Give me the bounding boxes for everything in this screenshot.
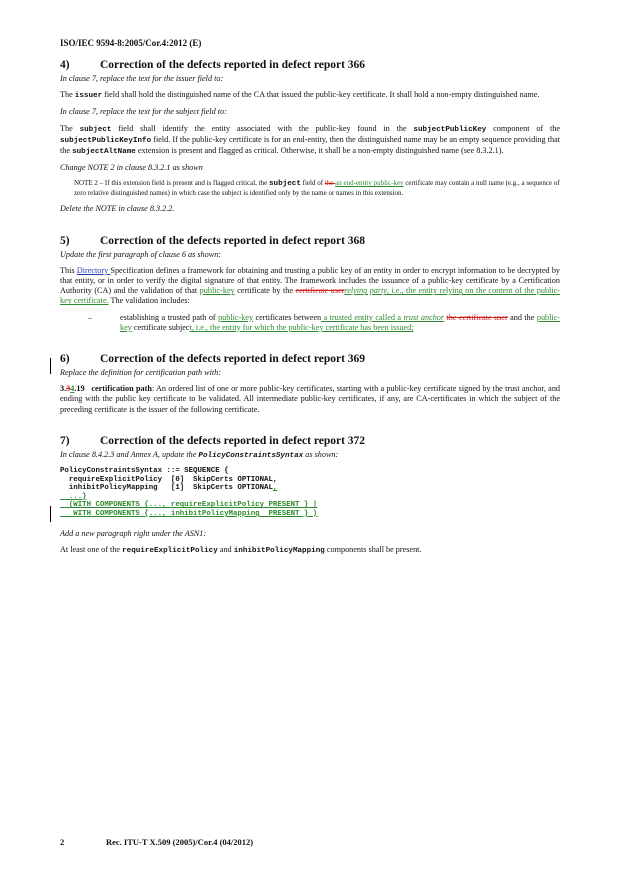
- note: NOTE 2 – If this extension field is present and is flagged critical, the subject field of the an end-entity public-key certificate may contain a null name (e.g., a sequence of zero relative distinguished names) in which case the subject is identified only by the name or names in this extension.: [74, 179, 560, 198]
- paragraph: This Directory Specification defines a framework for obtaining and trusting a public key of an entity in order to encrypt information to be decrypted by that entity, or in order to verify the digital signature of that entity. The framework includes the issuance of a public-key certificate by a Certification Authority (CA) and the validation of that public-key certificate by the certificate userrelying party, i.e., the entity relying on the content of the public-key certificate. The validation includes:: [60, 265, 561, 306]
- asn1-code-block: PolicyConstraintsSyntax ::= SEQUENCE { requireExplicitPolicy [0] SkipCerts OPTIONAL, inhibitPolicyMapping [1] SkipCerts OPTIONAL, ...} (WITH COMPONENTS {..., requireExplicitPolicy PRESENT } | WITH COMPONENTS {..., inhibitPolicyMapping PRESENT } ): [60, 467, 318, 519]
- instruction: Change NOTE 2 in clause 8.3.2.1 as shown: [60, 163, 203, 173]
- page: [60, 38, 560, 562]
- section-heading: 6) Correction of the defects reported in defect report 369: [60, 353, 366, 366]
- definition: 3.34.19 certification path: An ordered list of one or more public-key certificates, starting with a public-key certificate signed by the trust anchor, and ending with the public key certificate to be validated. All intermediate public-key certificates, if any, are CA-certificates in which the subject of the preceding certificate is the issuer of the following certificate.: [60, 384, 561, 414]
- instruction: Update the first paragraph of clause 6 as shown:: [60, 249, 222, 259]
- instruction: In clause 7, replace the text for the subject field to:: [60, 107, 227, 117]
- paragraph: The subject field shall identify the entity associated with the public-key found in the subjectPublicKey component of the subjectPublicKeyInfo field. If the public-key certificate is for an end-entity, then the distinguished name may be an empty sequence providing that the subjectAltName extension is present and flagged as critical. Otherwise, it shall be a non-empty distinguished name (see 8.3.2.1).: [60, 123, 561, 157]
- instruction: Replace the definition for certification path with:: [60, 368, 221, 378]
- change-bar: [50, 506, 51, 522]
- section-heading: 7) Correction of the defects reported in defect report 372: [60, 434, 366, 447]
- instruction: In clause 7, replace the text for the issuer field to:: [60, 74, 224, 83]
- instruction: Delete the NOTE in clause 8.3.2.2.: [60, 204, 175, 214]
- footer-title: Rec. ITU-T X.509 (2005)/Cor.4 (04/2012): [106, 837, 254, 847]
- instruction: Add a new paragraph right under the ASN1:: [60, 528, 207, 538]
- paragraph: At least one of the requireExplicitPolicy and inhibitPolicyMapping components shall be present.: [60, 544, 422, 555]
- list-item: – establishing a trusted path of public-key certificates between a trusted entity called a trust anchor the certificate user and the public-key certificate subject, i.e., the entity for which the public-key certificate has been issued;: [88, 312, 561, 332]
- page-number: 2: [60, 837, 65, 847]
- change-bar: [50, 358, 51, 374]
- running-header: ISO/IEC 9594-8:2005/Cor.4:2012 (E): [60, 38, 202, 48]
- paragraph: The issuer field shall hold the distinguished name of the CA that issued the public-key certificate. It shall hold a non-empty distinguished name.: [60, 90, 540, 101]
- section-heading: 5) Correction of the defects reported in defect report 368: [60, 234, 366, 247]
- directory-link[interactable]: Directory: [76, 265, 111, 275]
- page-footer: [60, 837, 253, 847]
- instruction: In clause 8.4.2.3 and Annex A, update the PolicyConstraintsSyntax as shown:: [60, 449, 339, 460]
- section-heading: 4) Correction of the defects reported in defect report 366: [60, 59, 366, 71]
